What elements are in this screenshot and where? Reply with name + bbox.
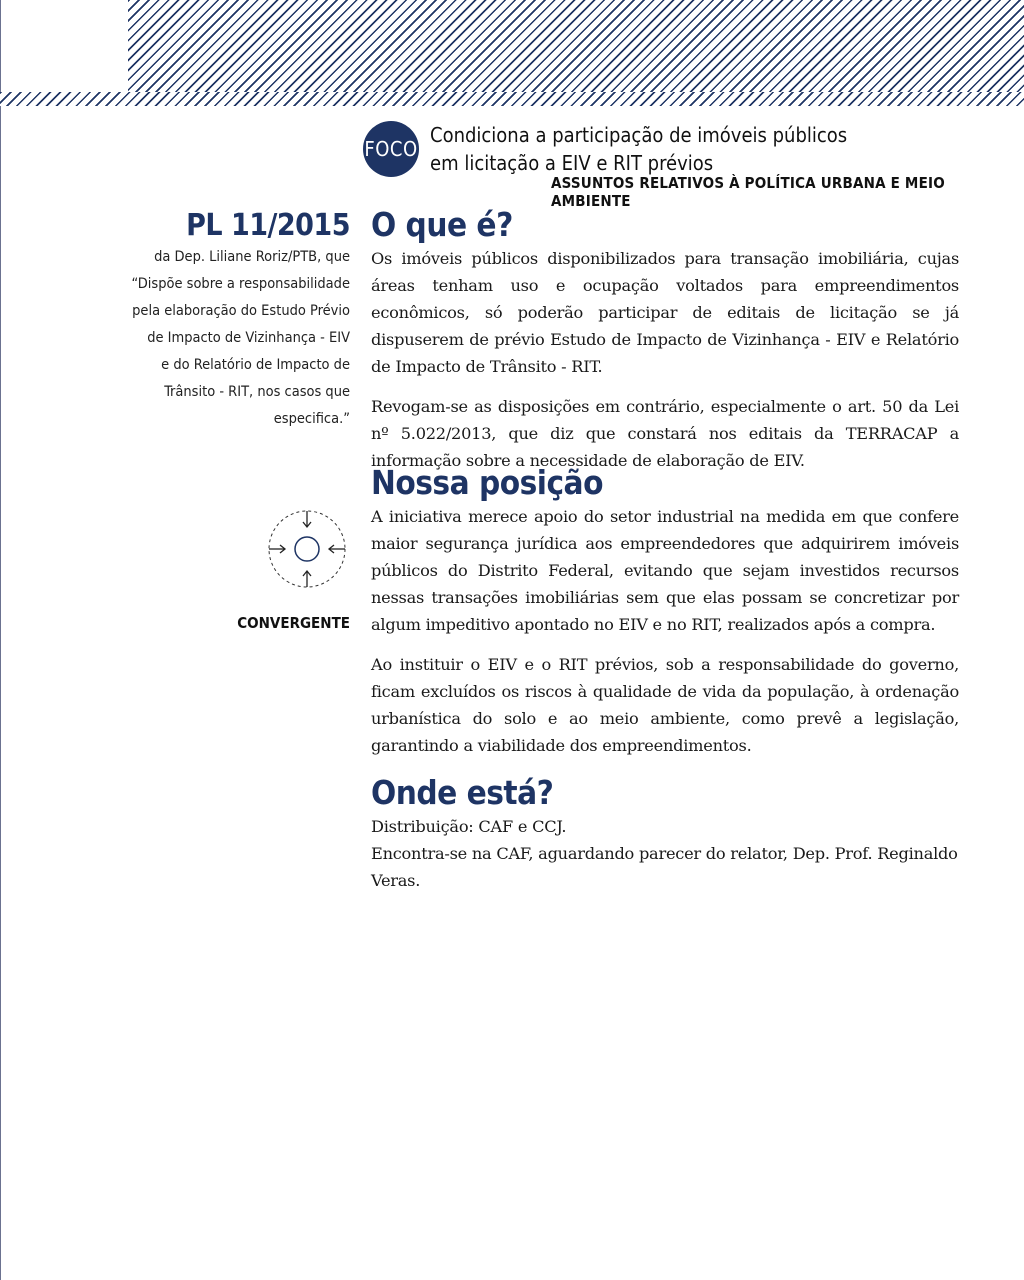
convergent-arrows-icon [265,508,349,592]
section-heading: O que é? [371,205,513,244]
section-where-is [371,773,959,894]
header-hatch-strip [0,92,1024,106]
section-what-is [371,205,959,474]
pl-description-line: pela elaboração do Estudo Prévio [132,303,350,319]
section-our-position [371,463,959,759]
section-heading: Onde está? [371,773,554,812]
position-label: CONVERGENTE [237,614,350,632]
pl-description-line: especifica.” [273,411,350,427]
pl-description-line: “Dispõe sobre a responsabilidade [131,276,350,292]
section-paragraph: Revogam-se as disposições em contrário, especialmente o art. 50 da Lei nº 5.022/2013, que diz que constará nos editais da TERRACAP a informação sobre a necessidade de elaboração de EIV. [371,397,959,470]
category-label: ASSUNTOS RELATIVOS À POLÍTICA URBANA E MEIO AMBIENTE [551,174,945,210]
page-left-rule [0,0,1,1280]
status-line: Encontra-se na CAF, aguardando parecer do relator, Dep. Prof. Reginaldo Veras. [371,844,958,890]
header-hatch-band [128,0,1024,92]
section-paragraph: A iniciativa merece apoio do setor industrial na medida em que confere maior segurança jurídica aos empreendedores que adquirirem imóveis públicos do Distrito Federal, evitando que sejam investidos recursos nessas transações imobiliárias sem que elas possam se concretizar por algum impeditivo apontado no EIV e no RIT, realizados após a compra. [371,507,959,634]
pl-description-line: da Dep. Liliane Roriz/PTB, que [154,249,350,265]
pl-description-line: Trânsito - RIT, nos casos que [164,384,350,400]
headline [430,121,970,177]
pl-number: PL 11/2015 [186,208,350,243]
foco-badge: FOCO [363,121,419,177]
pl-description [128,244,350,433]
section-paragraph: Ao instituir o EIV e o RIT prévios, sob a responsabilidade do governo, ficam excluídos os riscos à qualidade de vida da população, à ordenação urbanística do solo e ao meio ambiente, como prevê a legislação, garantindo a viabilidade dos empreendimentos. [371,655,959,755]
headline-line-1: Condiciona a participação de imóveis públicos [430,123,848,147]
section-paragraph: Os imóveis públicos disponibilizados para transação imobiliária, cujas áreas tenham uso e ocupação voltados para empreendimentos econômicos, só poderão participar de editais de licitação se já dispuserem de prévio Estudo de Impacto de Vizinhança - EIV e Relatório de Impacto de Trânsito - RIT. [371,249,959,376]
pl-description-line: e do Relatório de Impacto de [161,357,350,373]
section-heading: Nossa posição [371,463,603,502]
headline-line-2: em licitação a EIV e RIT prévios [430,151,714,175]
pl-description-line: de Impacto de Vizinhança - EIV [147,330,350,346]
status-line: Distribuição: CAF e CCJ. [371,817,567,836]
sidebar [128,208,350,433]
